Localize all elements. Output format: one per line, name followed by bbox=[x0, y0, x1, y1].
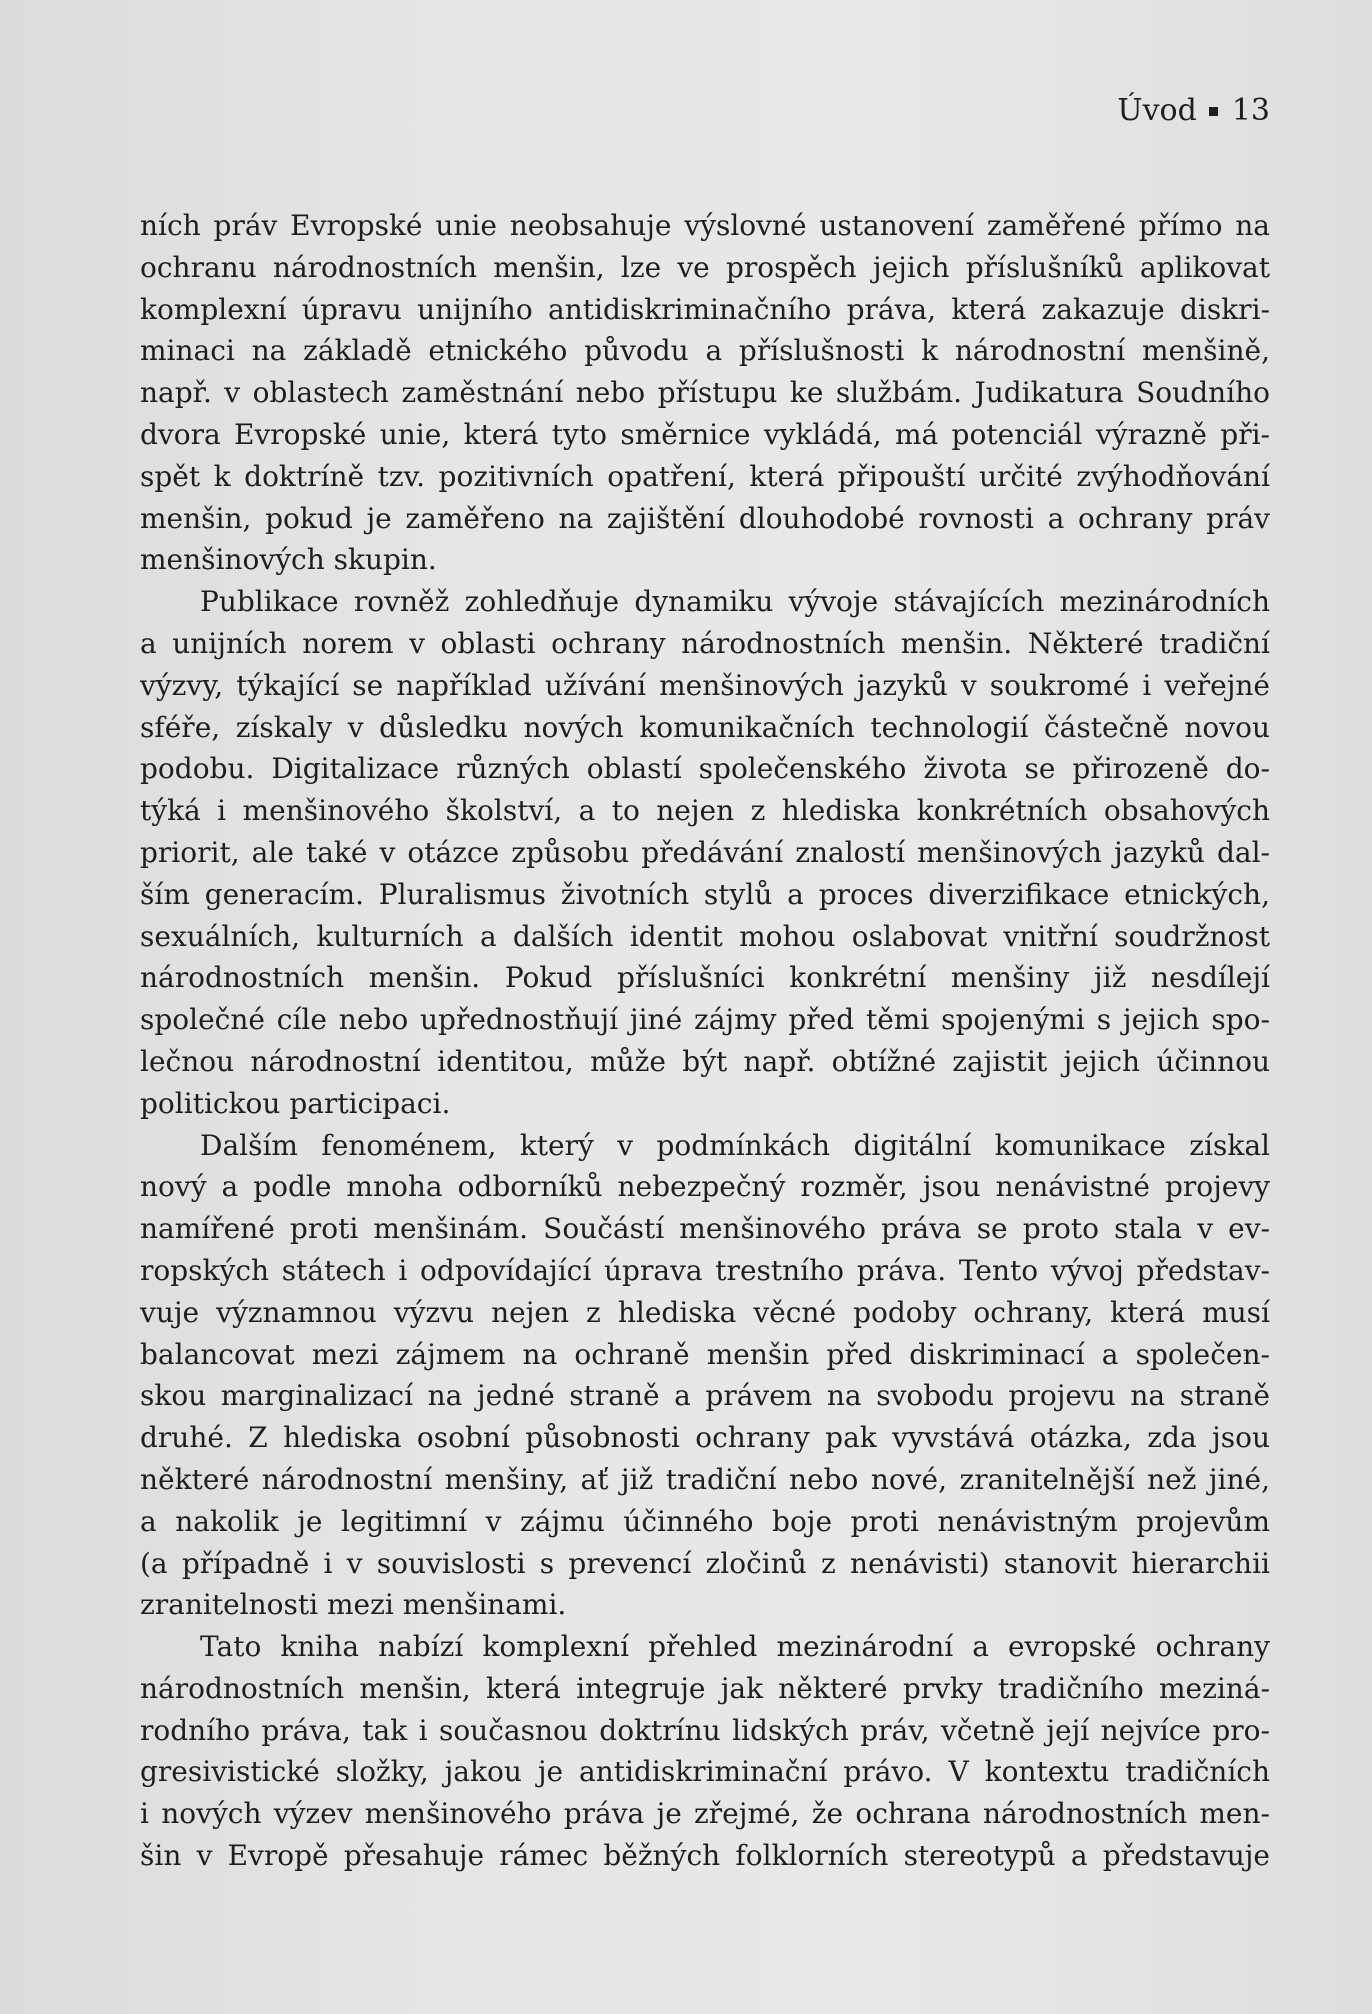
text-line: skou marginalizací na jedné straně a právem na svobodu projevu na straně bbox=[140, 1379, 1270, 1413]
text-line: šin v Evropě přesahuje rámec běžných folklorních stereotypů a představuje bbox=[140, 1839, 1270, 1873]
text-line: národnostních menšin, která integruje jak některé prvky tradičního meziná- bbox=[140, 1671, 1270, 1705]
text-line: např. v oblastech zaměstnání nebo přístupu ke službám. Judikatura Soudního bbox=[140, 376, 1270, 410]
text-line: ším generacím. Pluralismus životních stylů a proces diverzifikace etnických, bbox=[140, 877, 1270, 911]
text-line: a unijních norem v oblasti ochrany národnostních menšin. Některé tradiční bbox=[140, 626, 1270, 660]
text-line: druhé. Z hlediska osobní působnosti ochrany pak vyvstává otázka, zda jsou bbox=[140, 1421, 1270, 1455]
text-line: politickou participaci. bbox=[140, 1086, 451, 1120]
section-title: Úvod bbox=[1117, 92, 1197, 128]
text-line: podobu. Digitalizace různých oblastí společenského života se přirozeně do- bbox=[140, 752, 1270, 786]
text-line: společné cíle nebo upřednostňují jiné zájmy před těmi spojenými s jejich spo- bbox=[140, 1003, 1270, 1037]
text-line: ních práv Evropské unie neobsahuje výslovné ustanovení zaměřené přímo na bbox=[140, 209, 1270, 242]
text-line: priorit, ale také v otázce způsobu předávání znalostí menšinových jazyků dal- bbox=[140, 835, 1270, 869]
page-number: 13 bbox=[1231, 92, 1270, 128]
text-line: národnostních menšin. Pokud příslušníci konkrétní menšiny již nesdílejí bbox=[140, 961, 1270, 995]
text-line: ropských státech i odpovídající úprava trestního práva. Tento vývoj představ- bbox=[140, 1253, 1270, 1287]
text-line: některé národnostní menšiny, ať již tradiční nebo nové, zranitelnější než jiné, bbox=[140, 1462, 1270, 1496]
text-line: a nakolik je legitimní v zájmu účinného boje proti nenávistným projevům bbox=[140, 1504, 1270, 1538]
running-header bbox=[1100, 88, 1270, 132]
text-line: zranitelnosti mezi menšinami. bbox=[140, 1588, 567, 1622]
text-line: namířené proti menšinám. Součástí menšinového práva se proto stala v ev- bbox=[140, 1212, 1270, 1246]
text-line: vuje významnou výzvu nejen z hlediska věcné podoby ochrany, která musí bbox=[140, 1295, 1270, 1329]
text-line: i nových výzev menšinového práva je zřejmé, že ochrana národnostních men- bbox=[140, 1797, 1270, 1831]
text-line: rodního práva, tak i současnou doktrínu lidských práv, včetně její nejvíce pro- bbox=[140, 1713, 1270, 1747]
text-line: menšin, pokud je zaměřeno na zajištění dlouhodobé rovnosti a ochrany práv bbox=[140, 501, 1270, 535]
text-line: (a případně i v souvislosti s prevencí zločinů z nenávisti) stanovit hierarchii bbox=[140, 1546, 1270, 1580]
text-line: Tato kniha nabízí komplexní přehled mezinárodní a evropské ochrany bbox=[200, 1630, 1270, 1664]
text-line: sexuálních, kulturních a dalších identit mohou oslabovat vnitřní soudržnost bbox=[140, 919, 1270, 953]
text-line: minaci na základě etnického původu a příslušnosti k národnostní menšině, bbox=[140, 334, 1270, 368]
text-line: ochranu národnostních menšin, lze ve prospěch jejich příslušníků aplikovat bbox=[140, 250, 1270, 284]
text-line: menšinových skupin. bbox=[140, 543, 437, 577]
text-line: spět k doktríně tzv. pozitivních opatření, která připouští určité zvýhodňování bbox=[140, 459, 1270, 493]
text-line: lečnou národnostní identitou, může být např. obtížné zajistit jejich účinnou bbox=[140, 1044, 1270, 1078]
text-line: balancovat mezi zájmem na ochraně menšin před diskriminací a společen- bbox=[140, 1337, 1270, 1371]
text-line: sféře, získaly v důsledku nových komunikačních technologií částečně novou bbox=[140, 710, 1270, 744]
text-line: gresivistické složky, jakou je antidiskriminační právo. V kontextu tradičních bbox=[140, 1755, 1270, 1789]
text-line: výzvy, týkající se například užívání menšinových jazyků v soukromé i veřejné bbox=[140, 668, 1270, 702]
text-line: týká i menšinového školství, a to nejen z hlediska konkrétních obsahových bbox=[140, 794, 1270, 828]
body-text bbox=[140, 205, 1270, 1877]
separator-square-icon bbox=[1209, 107, 1218, 116]
text-line: komplexní úpravu unijního antidiskriminačního práva, která zakazuje diskri- bbox=[140, 292, 1270, 326]
text-line: Dalším fenoménem, který v podmínkách digitální komunikace získal bbox=[200, 1128, 1270, 1162]
text-line: Publikace rovněž zohledňuje dynamiku vývoje stávajících mezinárodních bbox=[200, 585, 1270, 619]
text-line: nový a podle mnoha odborníků nebezpečný rozměr, jsou nenávistné projevy bbox=[140, 1170, 1270, 1204]
text-line: dvora Evropské unie, která tyto směrnice vykládá, má potenciál výrazně při- bbox=[140, 417, 1270, 451]
